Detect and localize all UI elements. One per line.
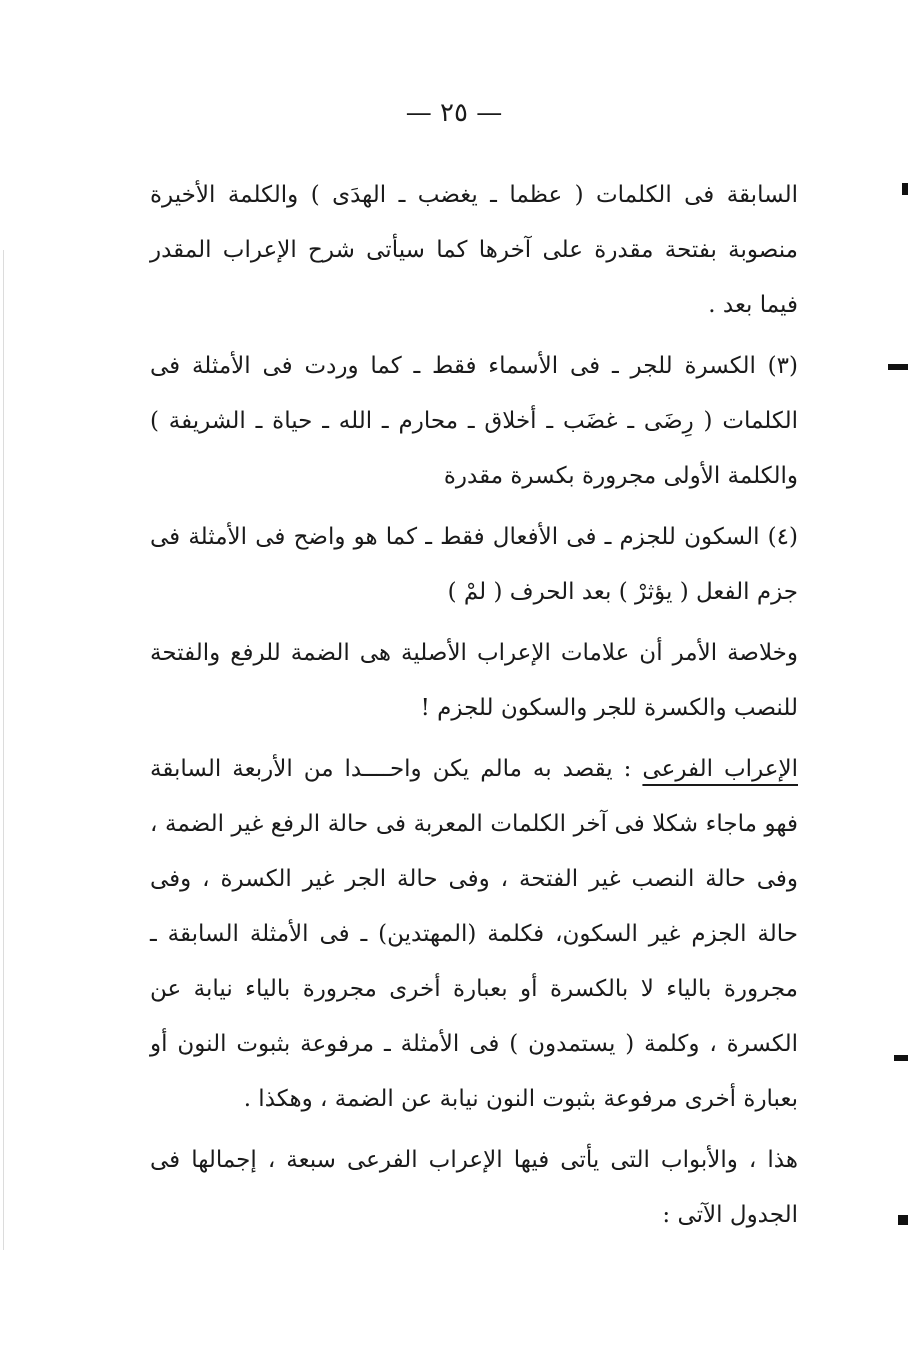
- term-definition: : يقصد به مالم يكن واحــــدا من الأربعة السابقة فهو ماجاء شكلا فى آخر الكلمات المعربة فى حالة الرفع غير الضمة ، وفى حالة النصب غير الفتحة ، وفى حالة الجر غير الكسرة ، وفى حالة الجزم غير السكون، فكلمة (المهتدين) ـ فى الأمثلة السابقة ـ مجرورة بالياء لا بالكسرة أو بعبارة أخرى مجرورة بالياء نيابة عن الكسرة ، وكلمة ( يستمدون ) فى الأمثلة ـ مرفوعة بثبوت النون أو بعبارة أخرى مرفوعة بثبوت النون نيابة عن الضمة ، وهكذا .: [150, 756, 798, 1112]
- page-number: — ٢٥ —: [405, 98, 503, 128]
- scan-mark: [888, 364, 908, 370]
- paragraph: (٣) الكسرة للجر ـ فى الأسماء فقط ـ كما وردت فى الأمثلة فى الكلمات ( رِضَى ـ غضَب ـ أخلاق ـ محارم ـ الله ـ حياة ـ الشريفة ) والكلمة الأولى مجرورة بكسرة مقدرة: [150, 353, 798, 489]
- term-heading: الإعراب الفرعى: [642, 756, 798, 782]
- page-body: [150, 168, 798, 1243]
- paragraph: السابقة فى الكلمات ( عظما ـ يغضب ـ الهدَى ) والكلمة الأخيرة منصوبة بفتحة مقدرة على آخرها كما سيأتى شرح الإعراب المقدر فيما بعد .: [150, 182, 798, 318]
- paragraph-furui: [150, 742, 798, 1127]
- paragraph: وخلاصة الأمر أن علامات الإعراب الأصلية هى الضمة للرفع والفتحة للنصب والكسرة للجر والسكون للجزم !: [150, 640, 798, 721]
- scan-edge-line: [3, 250, 4, 1250]
- scan-mark: [894, 1055, 908, 1061]
- paragraph: (٤) السكون للجزم ـ فى الأفعال فقط ـ كما هو واضح فى الأمثلة فى جزم الفعل ( يؤثرْ ) بعد الحرف ( لمْ ): [150, 524, 798, 605]
- scan-mark: [898, 1215, 908, 1225]
- paragraph: هذا ، والأبواب التى يأتى فيها الإعراب الفرعى سبعة ، إجمالها فى الجدول الآتى :: [150, 1147, 798, 1228]
- scan-mark: [902, 183, 908, 195]
